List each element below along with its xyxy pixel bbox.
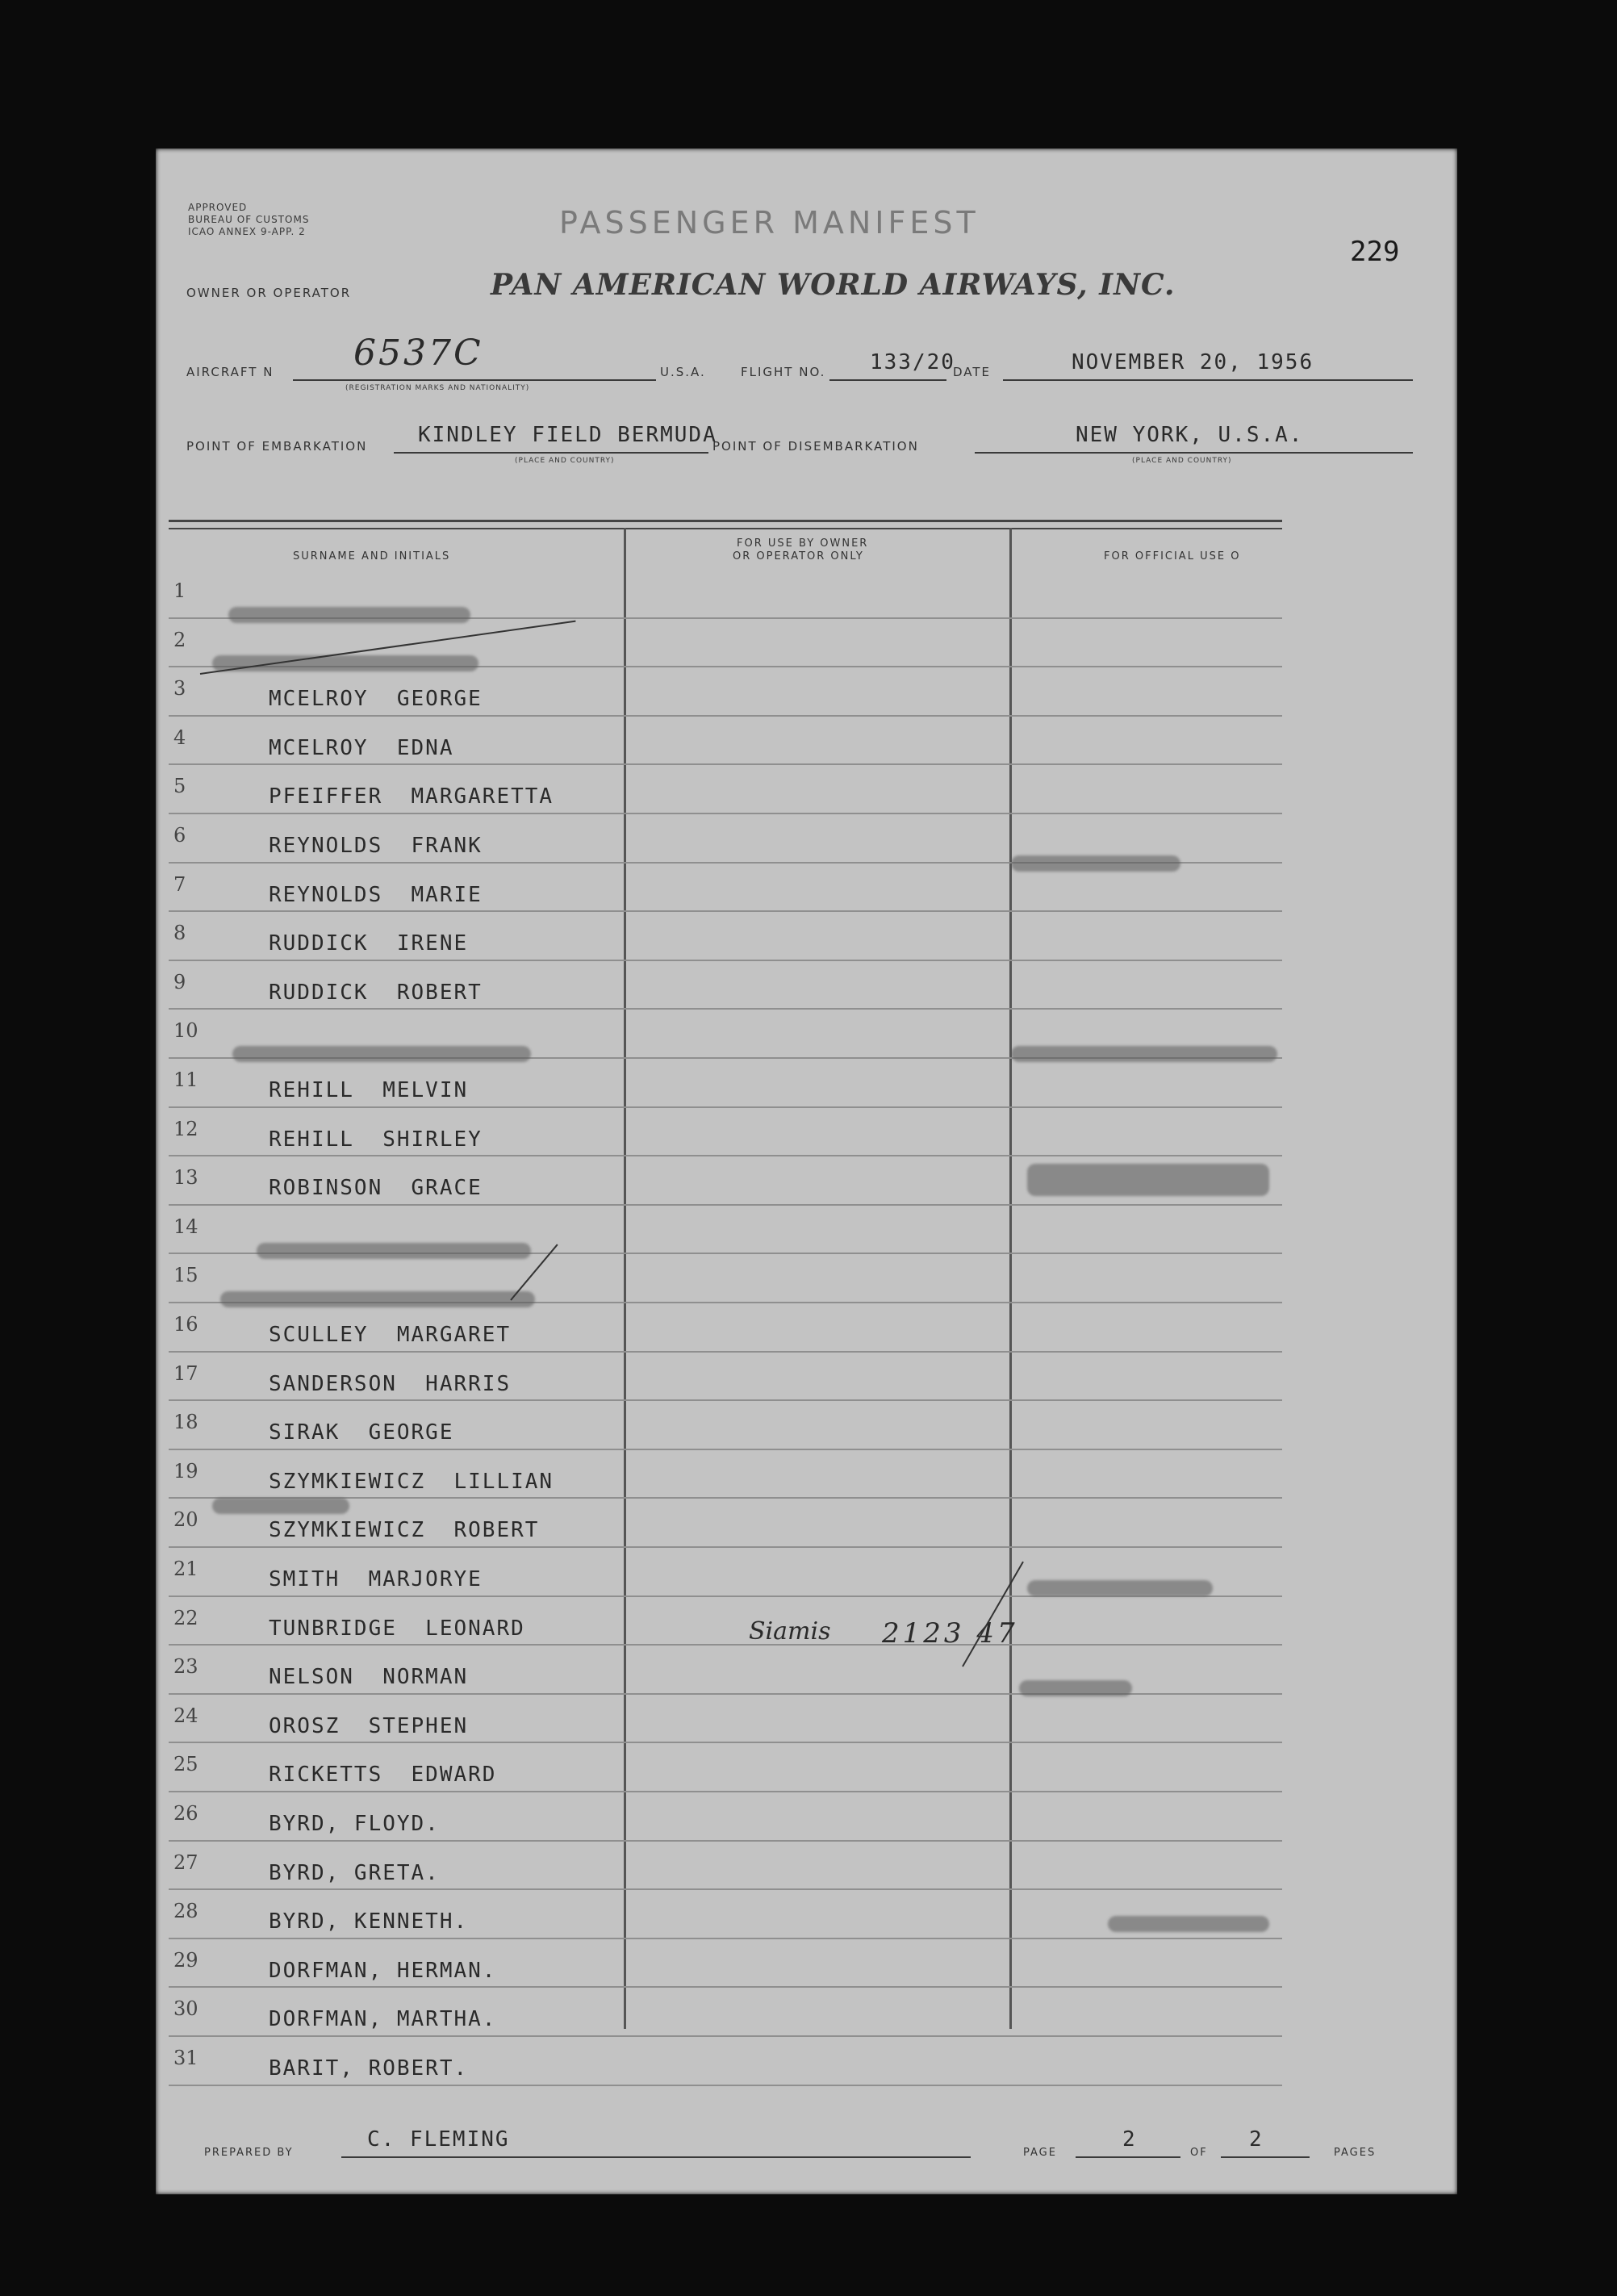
row-rule: [169, 1791, 1282, 1792]
owner-label: OWNER OR OPERATOR: [186, 286, 352, 300]
redaction-mark: [212, 655, 478, 671]
row-rule: [169, 1204, 1282, 1206]
passenger-name: DORFMAN, HERMAN.: [269, 1959, 497, 1983]
passenger-name: SIRAK GEORGE: [269, 1420, 454, 1445]
row-rule: [169, 1644, 1282, 1646]
redaction-mark: [212, 1498, 349, 1514]
row-number: 18: [173, 1411, 198, 1433]
row-number: 1: [173, 579, 186, 602]
row-rule: [169, 1986, 1282, 1988]
row-rule: [169, 1399, 1282, 1401]
row-number: 6: [173, 824, 186, 847]
row-number: 13: [173, 1166, 198, 1189]
row-number: 7: [173, 873, 186, 896]
passenger-name: SMITH MARJORYE: [269, 1567, 483, 1591]
passenger-name: REYNOLDS MARIE: [269, 883, 483, 907]
page-current: 2: [1122, 2127, 1137, 2152]
row-number: 12: [173, 1118, 198, 1140]
page-stamp-number: 229: [1350, 236, 1400, 268]
row-number: 21: [173, 1558, 198, 1580]
redaction-mark: [257, 1243, 531, 1259]
row-rule: [169, 715, 1282, 717]
row-rule: [169, 763, 1282, 765]
column-header-surname: SURNAME AND INITIALS: [293, 550, 451, 562]
passenger-name: MCELROY EDNA: [269, 736, 454, 760]
row-number: 11: [173, 1069, 198, 1091]
row-number: 9: [173, 971, 186, 993]
pencil-stroke: [962, 1562, 1024, 1667]
usa-label: U.S.A.: [660, 365, 706, 379]
passenger-name: REHILL MELVIN: [269, 1078, 469, 1102]
date-label: DATE: [953, 365, 992, 379]
redaction-mark: [232, 1046, 531, 1062]
page-label: PAGE: [1023, 2147, 1057, 2159]
row-number: 28: [173, 1900, 198, 1922]
row-rule: [169, 1888, 1282, 1890]
passenger-name: PFEIFFER MARGARETTA: [269, 784, 554, 809]
handwritten-annotation-right: 2123 47: [882, 1617, 1018, 1650]
row-number: 8: [173, 922, 186, 944]
passenger-name: RICKETTS EDWARD: [269, 1763, 497, 1787]
redaction-mark: [1027, 1580, 1213, 1596]
row-number: 10: [173, 1019, 198, 1042]
flight-label: FLIGHT NO.: [741, 365, 826, 379]
prepared-by-name: C. FLEMING: [367, 2127, 510, 2152]
row-number: 16: [173, 1313, 198, 1336]
row-number: 20: [173, 1508, 198, 1531]
row-number: 30: [173, 1997, 198, 2020]
passenger-name: SANDERSON HARRIS: [269, 1372, 512, 1396]
row-number: 17: [173, 1362, 198, 1385]
row-number: 14: [173, 1215, 198, 1238]
row-number: 29: [173, 1949, 198, 1972]
redaction-mark: [1011, 1046, 1277, 1062]
passenger-name: NELSON NORMAN: [269, 1665, 469, 1689]
flight-number: 133/20: [870, 350, 955, 374]
of-label: OF: [1190, 2147, 1208, 2159]
aircraft-sublabel: (REGISTRATION MARKS AND NATIONALITY): [345, 384, 530, 392]
passenger-name: BYRD, FLOYD.: [269, 1812, 440, 1836]
passenger-name: SZYMKIEWICZ LILLIAN: [269, 1470, 554, 1494]
flight-date: NOVEMBER 20, 1956: [1072, 350, 1314, 374]
row-number: 22: [173, 1607, 198, 1629]
row-rule: [169, 2085, 1282, 2086]
row-number: 3: [173, 677, 186, 700]
row-rule: [169, 1008, 1282, 1010]
redaction-mark: [1108, 1916, 1269, 1932]
embarkation-sublabel: (PLACE AND COUNTRY): [515, 457, 615, 465]
aircraft-label: AIRCRAFT N: [186, 365, 274, 379]
passenger-name: BARIT, ROBERT.: [269, 2056, 469, 2081]
passenger-name: BYRD, KENNETH.: [269, 1909, 469, 1934]
redaction-mark: [228, 607, 470, 623]
manifest-sheet: [156, 148, 1457, 2194]
row-number: 25: [173, 1753, 198, 1775]
passenger-name: OROSZ STEPHEN: [269, 1714, 469, 1738]
row-rule: [169, 960, 1282, 961]
row-number: 5: [173, 775, 186, 797]
row-rule: [169, 1449, 1282, 1450]
column-header-owner-1: FOR USE BY OWNER: [737, 537, 869, 550]
aircraft-number: 6537C: [353, 332, 483, 374]
redaction-mark: [1027, 1164, 1269, 1196]
passenger-name: SCULLEY MARGARET: [269, 1323, 512, 1347]
airline-name: PAN AMERICAN WORLD AIRWAYS, INC.: [491, 268, 1176, 302]
redaction-mark: [220, 1291, 535, 1307]
row-number: 31: [173, 2047, 198, 2069]
passenger-name: RUDDICK ROBERT: [269, 981, 483, 1005]
disembarkation-point: NEW YORK, U.S.A.: [1076, 423, 1304, 447]
disembarkation-label: POINT OF DISEMBARKATION: [712, 439, 919, 454]
prepared-by-label: PREPARED BY: [204, 2147, 294, 2159]
passenger-name: MCELROY GEORGE: [269, 687, 483, 711]
row-rule: [169, 1546, 1282, 1548]
embarkation-point: KINDLEY FIELD BERMUDA: [418, 423, 717, 447]
passenger-name: ROBINSON GRACE: [269, 1176, 483, 1200]
passenger-name: SZYMKIEWICZ ROBERT: [269, 1518, 540, 1542]
row-rule: [169, 1840, 1282, 1842]
column-divider-2: [1009, 528, 1012, 2029]
handwritten-annotation-left: Siamis: [749, 1617, 831, 1646]
row-number: 24: [173, 1704, 198, 1727]
row-rule: [169, 813, 1282, 814]
row-number: 23: [173, 1655, 198, 1678]
passenger-name: REYNOLDS FRANK: [269, 834, 483, 858]
table-top-rule: [169, 520, 1282, 522]
passenger-name: TUNBRIDGE LEONARD: [269, 1616, 525, 1641]
form-title: PASSENGER MANIFEST: [559, 205, 980, 240]
row-rule: [169, 1106, 1282, 1108]
row-number: 15: [173, 1264, 198, 1286]
column-header-owner-2: OR OPERATOR ONLY: [733, 550, 864, 562]
passenger-name: RUDDICK IRENE: [269, 931, 469, 956]
row-rule: [169, 2035, 1282, 2037]
embarkation-label: POINT OF EMBARKATION: [186, 439, 368, 454]
row-number: 26: [173, 1802, 198, 1825]
row-number: 2: [173, 629, 186, 651]
row-rule: [169, 1351, 1282, 1353]
row-number: 19: [173, 1460, 198, 1483]
approval-by: BUREAU OF CUSTOMS: [188, 214, 310, 225]
row-rule: [169, 910, 1282, 912]
table-top-rule-2: [169, 528, 1282, 529]
approval-stamp: APPROVED: [188, 202, 248, 213]
pages-label: PAGES: [1334, 2147, 1377, 2159]
row-rule: [169, 1742, 1282, 1743]
passenger-name: REHILL SHIRLEY: [269, 1127, 483, 1152]
redaction-mark: [1019, 1680, 1132, 1696]
redaction-mark: [1011, 855, 1180, 872]
column-divider-1: [624, 528, 626, 2029]
row-number: 27: [173, 1851, 198, 1874]
disembarkation-sublabel: (PLACE AND COUNTRY): [1132, 457, 1232, 465]
passenger-name: BYRD, GRETA.: [269, 1861, 440, 1885]
row-rule: [169, 1155, 1282, 1156]
icao-reference: ICAO ANNEX 9-APP. 2: [188, 226, 306, 237]
column-header-official: FOR OFFICIAL USE O: [1104, 550, 1241, 562]
passenger-name: DORFMAN, MARTHA.: [269, 2007, 497, 2031]
row-rule: [169, 1938, 1282, 1939]
page-total: 2: [1249, 2127, 1264, 2152]
row-number: 4: [173, 726, 186, 749]
